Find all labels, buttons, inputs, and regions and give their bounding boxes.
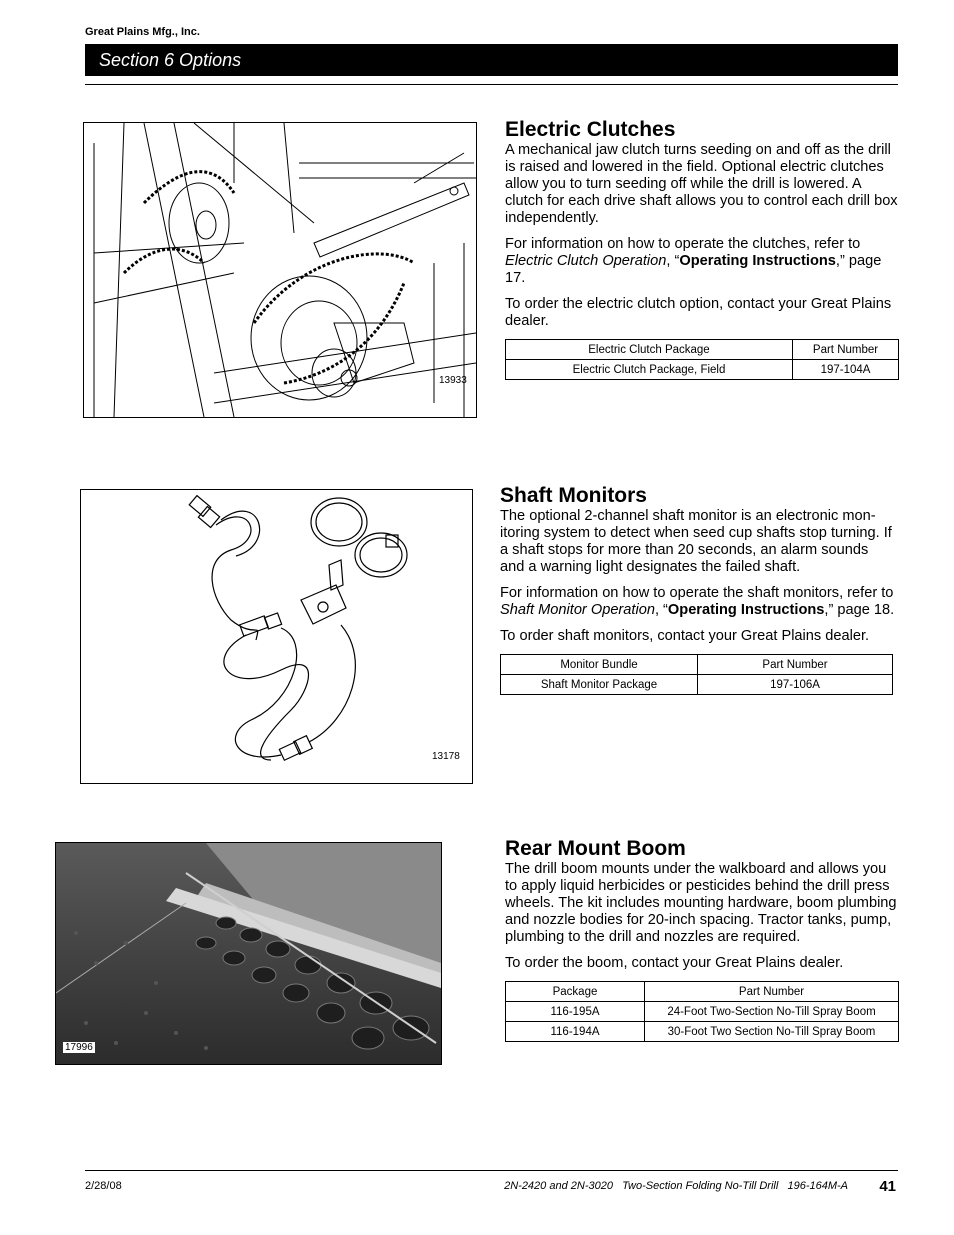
table-row [501, 675, 893, 695]
shaft-monitor-figure [80, 489, 473, 784]
electric-clutch-figure [83, 122, 477, 418]
paragraph-text: For information on how to operate the shaft monitors, refer to [500, 585, 894, 601]
shaft-monitors-paragraph-1: The optional 2-channel shaft monitor is an electronic monitoring system to detect when seed cup shafts stop turning. If a shaft stops for more than 20 seconds, an alarm sounds and a warning light designates the failed shaft. [500, 508, 892, 575]
figure-number: 13178 [432, 751, 460, 762]
rear-mount-boom-section [505, 837, 900, 1042]
table-row [506, 1022, 899, 1042]
table-cell: 116-195A [506, 1002, 645, 1022]
shaft-monitors-section [500, 484, 895, 695]
table-row [506, 360, 899, 380]
company-name: Great Plains Mfg., Inc. [85, 26, 200, 38]
table-row [506, 1002, 899, 1022]
shaft-monitors-heading: Shaft Monitors [500, 484, 647, 507]
page-number: 41 [879, 1178, 896, 1195]
cross-reference: Shaft Monitor Operation [500, 602, 655, 618]
footer-rule [85, 1170, 898, 1171]
table-header-cell: Monitor Bundle [501, 655, 698, 675]
chapter-reference: Operating Instructions [679, 253, 836, 269]
table-cell: Shaft Monitor Package [501, 675, 698, 695]
table-header-cell: Part Number [698, 655, 893, 675]
electric-clutch-parts-table [505, 339, 899, 380]
table-header-row [506, 340, 899, 360]
footer-document-title: 2N-2420 and 2N-3020 Two-Section Folding No-Till Drill 196-164M-A [504, 1180, 848, 1192]
paragraph-text: For information on how to operate the clutches, refer to [505, 236, 861, 252]
table-header-cell: Electric Clutch Package [506, 340, 793, 360]
figure-number: 17996 [65, 1042, 93, 1053]
paragraph-text: , “ [654, 602, 668, 618]
table-cell: 116-194A [506, 1022, 645, 1042]
paragraph-text: , “ [666, 253, 680, 269]
table-header-row [506, 982, 899, 1002]
rear-mount-boom-photo [55, 842, 442, 1065]
boom-parts-table [505, 981, 899, 1042]
rear-mount-boom-heading: Rear Mount Boom [505, 837, 686, 860]
table-cell: 24-Foot Two-Section No-Till Spray Boom [645, 1002, 899, 1022]
section-title: Section 6 Options [99, 50, 242, 70]
table-header-row [501, 655, 893, 675]
rear-mount-boom-paragraph-2: To order the boom, contact your Great Plains dealer. [505, 955, 844, 971]
paragraph-text: ,” page 18. [824, 602, 895, 618]
table-cell: 197-106A [698, 675, 893, 695]
shaft-monitors-paragraph-2 [500, 585, 895, 619]
shaft-monitors-paragraph-3: To order shaft monitors, contact your Great Plains dealer. [500, 628, 870, 644]
rear-mount-boom-paragraph-1: The drill boom mounts under the walkboard and allows you to apply liquid herbicides or pesticides behind the drill press wheels. The kit includes mounting hardware, boom plumbing and nozzle bodies for 20-inch spacing. Tractor tanks, pump, plumbing to the drill and nozzles are required. [505, 861, 897, 945]
header-rule [85, 84, 898, 85]
boom-photo-image [56, 843, 441, 1064]
section-title-bar [85, 44, 898, 76]
shaft-monitor-illustration [81, 490, 472, 783]
table-cell: Electric Clutch Package, Field [506, 360, 793, 380]
footer-date: 2/28/08 [85, 1180, 122, 1192]
table-header-cell: Part Number [645, 982, 899, 1002]
table-cell: 197-104A [793, 360, 899, 380]
electric-clutches-paragraph-1: A mechanical jaw clutch turns seeding on and off as the drill is raised and lowered in the field. Optional electric clutches allow you to turn seeding off while the drill is lowered. A clutch for each drive shaft allows you to control each drill box independently. [505, 142, 898, 226]
table-header-cell: Part Number [793, 340, 899, 360]
table-header-cell: Package [506, 982, 645, 1002]
paragraph-text: ,” page 17. [505, 253, 882, 286]
electric-clutches-section [505, 118, 900, 380]
table-cell: 30-Foot Two Section No-Till Spray Boom [645, 1022, 899, 1042]
electric-clutches-paragraph-3: To order the electric clutch option, contact your Great Plains dealer. [505, 296, 892, 329]
figure-number: 13933 [439, 375, 467, 386]
cross-reference: Electric Clutch Operation [505, 253, 667, 269]
shaft-monitor-parts-table [500, 654, 893, 695]
electric-clutch-illustration [84, 123, 476, 417]
electric-clutches-paragraph-2 [505, 236, 900, 287]
chapter-reference: Operating Instructions [667, 602, 825, 618]
electric-clutches-heading: Electric Clutches [505, 118, 676, 141]
